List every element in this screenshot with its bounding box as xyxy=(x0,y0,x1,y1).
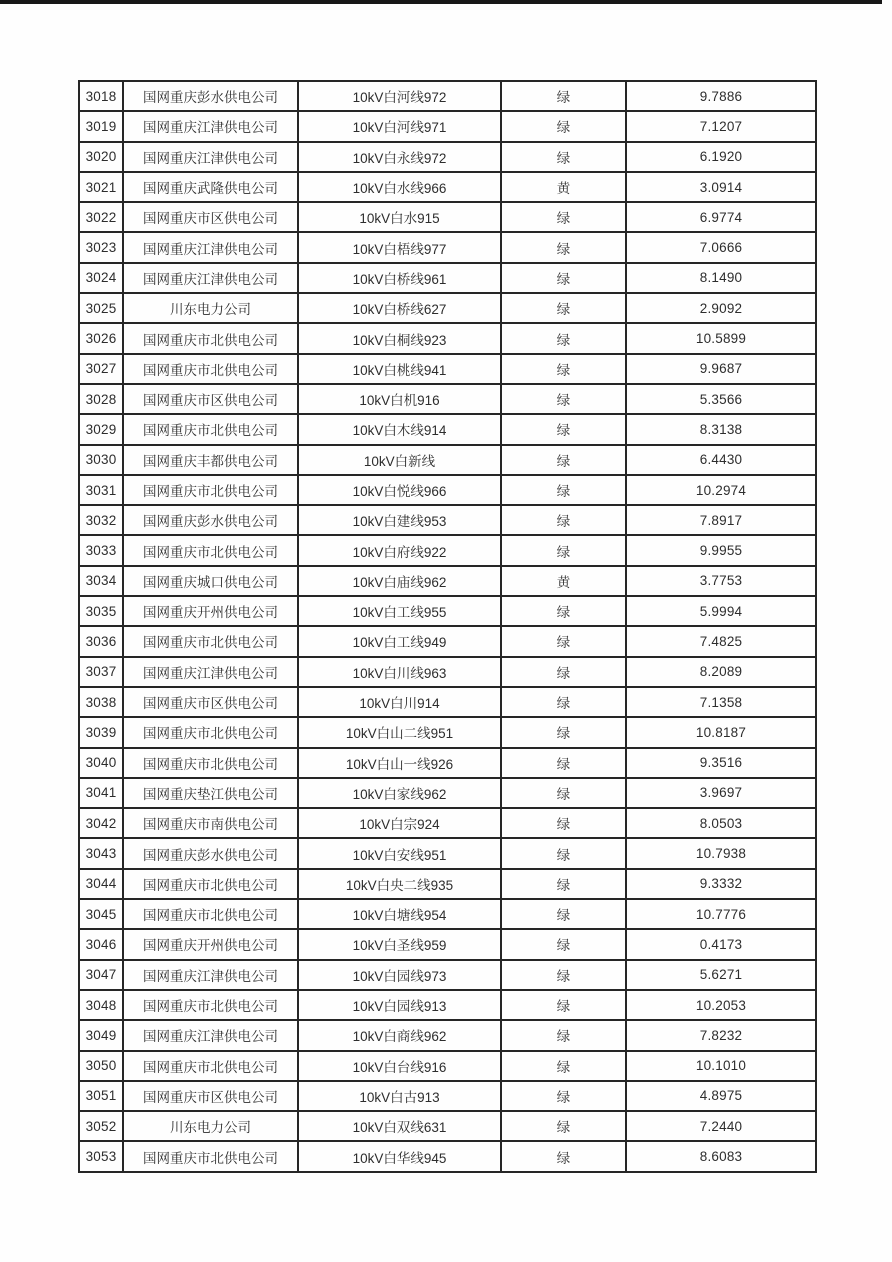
company-name-cell: 川东电力公司 xyxy=(123,1111,298,1141)
table-row xyxy=(79,717,816,747)
row-number-cell: 3029 xyxy=(79,414,123,444)
table-row xyxy=(79,263,816,293)
metric-value-cell: 10.7938 xyxy=(626,838,816,868)
table-row xyxy=(79,535,816,565)
status-color-cell: 绿 xyxy=(501,687,626,717)
status-color-cell: 绿 xyxy=(501,869,626,899)
company-name-cell: 国网重庆市区供电公司 xyxy=(123,202,298,232)
row-number-cell: 3043 xyxy=(79,838,123,868)
status-color-cell: 绿 xyxy=(501,323,626,353)
table-row xyxy=(79,354,816,384)
company-name-cell: 国网重庆江津供电公司 xyxy=(123,232,298,262)
line-name-cell: 10kV白古913 xyxy=(298,1081,501,1111)
row-number-cell: 3033 xyxy=(79,535,123,565)
table-row xyxy=(79,838,816,868)
status-color-cell: 绿 xyxy=(501,1111,626,1141)
company-name-cell: 国网重庆市北供电公司 xyxy=(123,869,298,899)
metric-value-cell: 8.6083 xyxy=(626,1141,816,1171)
table-row xyxy=(79,566,816,596)
company-name-cell: 国网重庆丰都供电公司 xyxy=(123,445,298,475)
table-row xyxy=(79,475,816,505)
table-row xyxy=(79,899,816,929)
company-name-cell: 国网重庆彭水供电公司 xyxy=(123,81,298,111)
table-row xyxy=(79,808,816,838)
row-number-cell: 3028 xyxy=(79,384,123,414)
status-color-cell: 绿 xyxy=(501,960,626,990)
row-number-cell: 3041 xyxy=(79,778,123,808)
status-color-cell: 绿 xyxy=(501,1081,626,1111)
metric-value-cell: 10.2974 xyxy=(626,475,816,505)
row-number-cell: 3048 xyxy=(79,990,123,1020)
metric-value-cell: 7.1358 xyxy=(626,687,816,717)
status-color-cell: 绿 xyxy=(501,475,626,505)
status-color-cell: 绿 xyxy=(501,838,626,868)
line-name-cell: 10kV白桃线941 xyxy=(298,354,501,384)
line-name-cell: 10kV白水线966 xyxy=(298,172,501,202)
status-color-cell: 绿 xyxy=(501,354,626,384)
row-number-cell: 3046 xyxy=(79,929,123,959)
line-name-cell: 10kV白山一线926 xyxy=(298,748,501,778)
table-row xyxy=(79,111,816,141)
metric-value-cell: 7.0666 xyxy=(626,232,816,262)
row-number-cell: 3023 xyxy=(79,232,123,262)
table-row xyxy=(79,414,816,444)
row-number-cell: 3044 xyxy=(79,869,123,899)
metric-value-cell: 8.3138 xyxy=(626,414,816,444)
status-color-cell: 绿 xyxy=(501,263,626,293)
status-color-cell: 绿 xyxy=(501,657,626,687)
metric-value-cell: 7.1207 xyxy=(626,111,816,141)
row-number-cell: 3024 xyxy=(79,263,123,293)
row-number-cell: 3018 xyxy=(79,81,123,111)
row-number-cell: 3031 xyxy=(79,475,123,505)
status-color-cell: 绿 xyxy=(501,717,626,747)
line-name-cell: 10kV白园线973 xyxy=(298,960,501,990)
status-color-cell: 黄 xyxy=(501,566,626,596)
row-number-cell: 3019 xyxy=(79,111,123,141)
company-name-cell: 国网重庆开州供电公司 xyxy=(123,929,298,959)
company-name-cell: 国网重庆市北供电公司 xyxy=(123,414,298,444)
status-color-cell: 绿 xyxy=(501,899,626,929)
metric-value-cell: 6.4430 xyxy=(626,445,816,475)
metric-value-cell: 7.2440 xyxy=(626,1111,816,1141)
line-name-cell: 10kV白安线951 xyxy=(298,838,501,868)
company-name-cell: 国网重庆市北供电公司 xyxy=(123,626,298,656)
row-number-cell: 3047 xyxy=(79,960,123,990)
company-name-cell: 国网重庆市北供电公司 xyxy=(123,717,298,747)
status-color-cell: 绿 xyxy=(501,111,626,141)
line-name-cell: 10kV白央二线935 xyxy=(298,869,501,899)
row-number-cell: 3034 xyxy=(79,566,123,596)
company-name-cell: 国网重庆江津供电公司 xyxy=(123,1020,298,1050)
status-color-cell: 绿 xyxy=(501,990,626,1020)
company-name-cell: 国网重庆江津供电公司 xyxy=(123,657,298,687)
metric-value-cell: 6.1920 xyxy=(626,142,816,172)
table-row xyxy=(79,232,816,262)
company-name-cell: 国网重庆市区供电公司 xyxy=(123,687,298,717)
table-row xyxy=(79,1141,816,1171)
row-number-cell: 3021 xyxy=(79,172,123,202)
row-number-cell: 3050 xyxy=(79,1051,123,1081)
metric-value-cell: 5.9994 xyxy=(626,596,816,626)
line-name-cell: 10kV白华线945 xyxy=(298,1141,501,1171)
status-color-cell: 绿 xyxy=(501,929,626,959)
line-name-cell: 10kV白圣线959 xyxy=(298,929,501,959)
company-name-cell: 国网重庆江津供电公司 xyxy=(123,960,298,990)
metric-value-cell: 3.7753 xyxy=(626,566,816,596)
company-name-cell: 国网重庆江津供电公司 xyxy=(123,111,298,141)
company-name-cell: 川东电力公司 xyxy=(123,293,298,323)
row-number-cell: 3049 xyxy=(79,1020,123,1050)
line-name-cell: 10kV白桥线961 xyxy=(298,263,501,293)
metric-value-cell: 5.6271 xyxy=(626,960,816,990)
table-row xyxy=(79,657,816,687)
status-color-cell: 绿 xyxy=(501,142,626,172)
company-name-cell: 国网重庆市北供电公司 xyxy=(123,475,298,505)
metric-value-cell: 3.9697 xyxy=(626,778,816,808)
table-row xyxy=(79,960,816,990)
line-name-cell: 10kV白川914 xyxy=(298,687,501,717)
metric-value-cell: 7.8232 xyxy=(626,1020,816,1050)
company-name-cell: 国网重庆江津供电公司 xyxy=(123,263,298,293)
company-name-cell: 国网重庆市北供电公司 xyxy=(123,1051,298,1081)
metric-value-cell: 9.7886 xyxy=(626,81,816,111)
metric-value-cell: 9.3332 xyxy=(626,869,816,899)
metric-value-cell: 9.9955 xyxy=(626,535,816,565)
metric-value-cell: 10.7776 xyxy=(626,899,816,929)
line-name-cell: 10kV白桥线627 xyxy=(298,293,501,323)
company-name-cell: 国网重庆市北供电公司 xyxy=(123,323,298,353)
table-row xyxy=(79,596,816,626)
line-name-cell: 10kV白河线971 xyxy=(298,111,501,141)
row-number-cell: 3037 xyxy=(79,657,123,687)
status-color-cell: 绿 xyxy=(501,778,626,808)
row-number-cell: 3040 xyxy=(79,748,123,778)
metric-value-cell: 10.2053 xyxy=(626,990,816,1020)
company-name-cell: 国网重庆市北供电公司 xyxy=(123,748,298,778)
table-row xyxy=(79,1081,816,1111)
line-name-cell: 10kV白宗924 xyxy=(298,808,501,838)
status-color-cell: 绿 xyxy=(501,445,626,475)
line-name-cell: 10kV白梧线977 xyxy=(298,232,501,262)
line-name-cell: 10kV白园线913 xyxy=(298,990,501,1020)
table-body xyxy=(79,81,816,1172)
metric-value-cell: 3.0914 xyxy=(626,172,816,202)
table-row xyxy=(79,687,816,717)
row-number-cell: 3039 xyxy=(79,717,123,747)
row-number-cell: 3027 xyxy=(79,354,123,384)
line-name-cell: 10kV白工线955 xyxy=(298,596,501,626)
metric-value-cell: 10.1010 xyxy=(626,1051,816,1081)
line-name-cell: 10kV白水915 xyxy=(298,202,501,232)
line-name-cell: 10kV白工线949 xyxy=(298,626,501,656)
metric-value-cell: 5.3566 xyxy=(626,384,816,414)
table-row xyxy=(79,990,816,1020)
status-color-cell: 绿 xyxy=(501,293,626,323)
line-name-cell: 10kV白永线972 xyxy=(298,142,501,172)
table-row xyxy=(79,142,816,172)
table-row xyxy=(79,445,816,475)
table-row xyxy=(79,778,816,808)
status-color-cell: 绿 xyxy=(501,808,626,838)
metric-value-cell: 9.3516 xyxy=(626,748,816,778)
metric-value-cell: 7.4825 xyxy=(626,626,816,656)
company-name-cell: 国网重庆市南供电公司 xyxy=(123,808,298,838)
table-row xyxy=(79,1020,816,1050)
status-color-cell: 绿 xyxy=(501,202,626,232)
metric-value-cell: 9.9687 xyxy=(626,354,816,384)
company-name-cell: 国网重庆城口供电公司 xyxy=(123,566,298,596)
company-name-cell: 国网重庆彭水供电公司 xyxy=(123,505,298,535)
company-name-cell: 国网重庆垫江供电公司 xyxy=(123,778,298,808)
line-name-cell: 10kV白山二线951 xyxy=(298,717,501,747)
status-color-cell: 绿 xyxy=(501,596,626,626)
line-name-cell: 10kV白桐线923 xyxy=(298,323,501,353)
metric-value-cell: 2.9092 xyxy=(626,293,816,323)
line-name-cell: 10kV白木线914 xyxy=(298,414,501,444)
line-name-cell: 10kV白机916 xyxy=(298,384,501,414)
metric-value-cell: 8.2089 xyxy=(626,657,816,687)
line-name-cell: 10kV白台线916 xyxy=(298,1051,501,1081)
table-row xyxy=(79,384,816,414)
company-name-cell: 国网重庆彭水供电公司 xyxy=(123,838,298,868)
company-name-cell: 国网重庆市北供电公司 xyxy=(123,1141,298,1171)
metric-value-cell: 8.0503 xyxy=(626,808,816,838)
row-number-cell: 3052 xyxy=(79,1111,123,1141)
row-number-cell: 3022 xyxy=(79,202,123,232)
status-color-cell: 绿 xyxy=(501,232,626,262)
status-color-cell: 绿 xyxy=(501,535,626,565)
company-name-cell: 国网重庆市区供电公司 xyxy=(123,384,298,414)
page-top-edge-scan-bar xyxy=(0,0,882,4)
status-color-cell: 绿 xyxy=(501,384,626,414)
status-color-cell: 绿 xyxy=(501,81,626,111)
line-name-cell: 10kV白商线962 xyxy=(298,1020,501,1050)
row-number-cell: 3038 xyxy=(79,687,123,717)
line-name-cell: 10kV白庙线962 xyxy=(298,566,501,596)
status-color-cell: 绿 xyxy=(501,626,626,656)
line-name-cell: 10kV白川线963 xyxy=(298,657,501,687)
row-number-cell: 3045 xyxy=(79,899,123,929)
line-name-cell: 10kV白塘线954 xyxy=(298,899,501,929)
row-number-cell: 3020 xyxy=(79,142,123,172)
table-row xyxy=(79,626,816,656)
row-number-cell: 3036 xyxy=(79,626,123,656)
table-row xyxy=(79,81,816,111)
table-row xyxy=(79,293,816,323)
table-row xyxy=(79,748,816,778)
status-color-cell: 绿 xyxy=(501,1141,626,1171)
company-name-cell: 国网重庆市区供电公司 xyxy=(123,1081,298,1111)
status-color-cell: 绿 xyxy=(501,414,626,444)
table-row xyxy=(79,1051,816,1081)
company-name-cell: 国网重庆江津供电公司 xyxy=(123,142,298,172)
row-number-cell: 3042 xyxy=(79,808,123,838)
metric-value-cell: 8.1490 xyxy=(626,263,816,293)
table-row xyxy=(79,323,816,353)
status-color-cell: 绿 xyxy=(501,1051,626,1081)
row-number-cell: 3053 xyxy=(79,1141,123,1171)
row-number-cell: 3030 xyxy=(79,445,123,475)
line-name-cell: 10kV白河线972 xyxy=(298,81,501,111)
table-row xyxy=(79,172,816,202)
table-row xyxy=(79,1111,816,1141)
line-name-cell: 10kV白府线922 xyxy=(298,535,501,565)
line-name-cell: 10kV白建线953 xyxy=(298,505,501,535)
table-row xyxy=(79,202,816,232)
company-name-cell: 国网重庆市北供电公司 xyxy=(123,354,298,384)
line-name-cell: 10kV白新线 xyxy=(298,445,501,475)
row-number-cell: 3025 xyxy=(79,293,123,323)
company-name-cell: 国网重庆开州供电公司 xyxy=(123,596,298,626)
row-number-cell: 3051 xyxy=(79,1081,123,1111)
line-name-cell: 10kV白双线631 xyxy=(298,1111,501,1141)
company-name-cell: 国网重庆市北供电公司 xyxy=(123,899,298,929)
metric-value-cell: 7.8917 xyxy=(626,505,816,535)
company-name-cell: 国网重庆市北供电公司 xyxy=(123,990,298,1020)
table-row xyxy=(79,505,816,535)
power-line-table xyxy=(78,80,817,1173)
metric-value-cell: 10.5899 xyxy=(626,323,816,353)
line-name-cell: 10kV白悦线966 xyxy=(298,475,501,505)
metric-value-cell: 10.8187 xyxy=(626,717,816,747)
metric-value-cell: 6.9774 xyxy=(626,202,816,232)
company-name-cell: 国网重庆武隆供电公司 xyxy=(123,172,298,202)
company-name-cell: 国网重庆市北供电公司 xyxy=(123,535,298,565)
table-row xyxy=(79,929,816,959)
status-color-cell: 绿 xyxy=(501,1020,626,1050)
row-number-cell: 3032 xyxy=(79,505,123,535)
metric-value-cell: 0.4173 xyxy=(626,929,816,959)
status-color-cell: 黄 xyxy=(501,172,626,202)
row-number-cell: 3026 xyxy=(79,323,123,353)
row-number-cell: 3035 xyxy=(79,596,123,626)
status-color-cell: 绿 xyxy=(501,505,626,535)
table-row xyxy=(79,869,816,899)
line-name-cell: 10kV白家线962 xyxy=(298,778,501,808)
metric-value-cell: 4.8975 xyxy=(626,1081,816,1111)
status-color-cell: 绿 xyxy=(501,748,626,778)
